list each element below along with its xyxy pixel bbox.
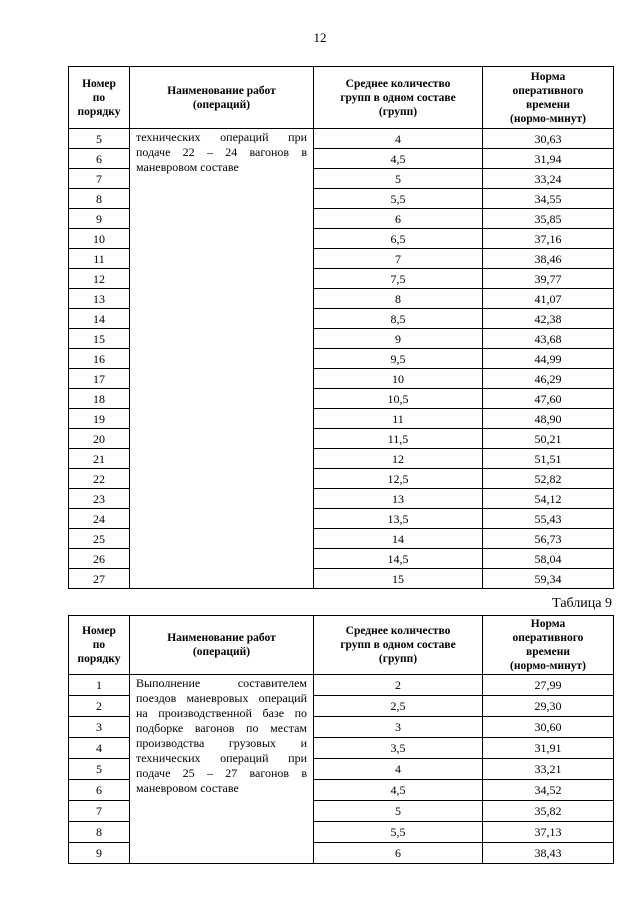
header-text: по bbox=[92, 91, 106, 104]
groups-value: 7 bbox=[314, 249, 483, 269]
header-text: времени bbox=[526, 98, 570, 111]
groups-value: 5,5 bbox=[314, 189, 483, 209]
row-number: 21 bbox=[69, 449, 130, 469]
header-norm bbox=[483, 616, 614, 675]
groups-value: 4 bbox=[314, 759, 483, 780]
norm-value: 44,99 bbox=[483, 349, 614, 369]
header-text: Среднее количество bbox=[345, 625, 451, 637]
norm-value: 30,60 bbox=[483, 717, 614, 738]
row-number: 3 bbox=[69, 717, 130, 738]
groups-value: 9,5 bbox=[314, 349, 483, 369]
header-text: (операций) bbox=[192, 98, 251, 111]
norm-value: 27,99 bbox=[483, 675, 614, 696]
norm-value: 50,21 bbox=[483, 429, 614, 449]
header-text: порядку bbox=[77, 105, 121, 118]
row-number: 8 bbox=[69, 189, 130, 209]
norm-value: 34,55 bbox=[483, 189, 614, 209]
row-number: 9 bbox=[69, 209, 130, 229]
row-number: 24 bbox=[69, 509, 130, 529]
groups-value: 5 bbox=[314, 169, 483, 189]
row-number: 5 bbox=[69, 129, 130, 149]
header-text: групп в одном составе bbox=[340, 639, 456, 651]
groups-value: 14 bbox=[314, 529, 483, 549]
groups-value: 4 bbox=[314, 129, 483, 149]
row-number: 20 bbox=[69, 429, 130, 449]
work-description: технических операций при подаче 22 – 24 вагонов в маневровом составе bbox=[130, 129, 314, 589]
row-number: 13 bbox=[69, 289, 130, 309]
header-text: групп в одном составе bbox=[340, 91, 456, 104]
table-row bbox=[69, 675, 614, 696]
norm-value: 46,29 bbox=[483, 369, 614, 389]
groups-value: 13,5 bbox=[314, 509, 483, 529]
norm-value: 29,30 bbox=[483, 696, 614, 717]
row-number: 7 bbox=[69, 169, 130, 189]
header-text: (групп) bbox=[378, 653, 418, 665]
groups-value: 5 bbox=[314, 801, 483, 822]
row-number: 6 bbox=[69, 780, 130, 801]
norm-value: 33,24 bbox=[483, 169, 614, 189]
norm-value: 43,68 bbox=[483, 329, 614, 349]
groups-value: 9 bbox=[314, 329, 483, 349]
header-text: по bbox=[92, 639, 106, 651]
row-number: 17 bbox=[69, 369, 130, 389]
norm-value: 37,16 bbox=[483, 229, 614, 249]
row-number: 10 bbox=[69, 229, 130, 249]
norm-value: 31,94 bbox=[483, 149, 614, 169]
table-caption: Таблица 9 bbox=[552, 596, 612, 611]
header-text: порядку bbox=[77, 653, 121, 665]
header-text: времени bbox=[526, 646, 570, 658]
norm-value: 52,82 bbox=[483, 469, 614, 489]
row-number: 19 bbox=[69, 409, 130, 429]
norm-value: 47,60 bbox=[483, 389, 614, 409]
row-number: 5 bbox=[69, 759, 130, 780]
groups-value: 7,5 bbox=[314, 269, 483, 289]
norm-value: 48,90 bbox=[483, 409, 614, 429]
row-number: 9 bbox=[69, 843, 130, 864]
row-number: 22 bbox=[69, 469, 130, 489]
row-number: 18 bbox=[69, 389, 130, 409]
header-text: Номер bbox=[82, 625, 116, 637]
header-text: Номер bbox=[82, 77, 116, 90]
norm-value: 35,82 bbox=[483, 801, 614, 822]
groups-value: 4,5 bbox=[314, 149, 483, 169]
header-number bbox=[69, 616, 130, 675]
header-work-name bbox=[130, 616, 314, 675]
groups-value: 2 bbox=[314, 675, 483, 696]
norm-value: 38,46 bbox=[483, 249, 614, 269]
row-number: 11 bbox=[69, 249, 130, 269]
norm-value: 56,73 bbox=[483, 529, 614, 549]
norm-value: 34,52 bbox=[483, 780, 614, 801]
groups-value: 12,5 bbox=[314, 469, 483, 489]
groups-value: 8,5 bbox=[314, 309, 483, 329]
norm-table-9 bbox=[68, 615, 614, 864]
row-number: 25 bbox=[69, 529, 130, 549]
groups-value: 11 bbox=[314, 409, 483, 429]
header-groups bbox=[314, 67, 483, 129]
norm-table-continued bbox=[68, 66, 614, 589]
row-number: 12 bbox=[69, 269, 130, 289]
groups-value: 11,5 bbox=[314, 429, 483, 449]
header-text: Норма bbox=[530, 618, 566, 630]
table-header-row bbox=[69, 67, 614, 129]
row-number: 7 bbox=[69, 801, 130, 822]
row-number: 6 bbox=[69, 149, 130, 169]
norm-value: 42,38 bbox=[483, 309, 614, 329]
norm-value: 55,43 bbox=[483, 509, 614, 529]
page-number: 12 bbox=[313, 30, 327, 45]
table-row bbox=[69, 129, 614, 149]
header-text: (операций) bbox=[192, 646, 251, 658]
header-text: оперативного bbox=[512, 632, 584, 644]
norm-value: 33,21 bbox=[483, 759, 614, 780]
row-number: 14 bbox=[69, 309, 130, 329]
table-header-row bbox=[69, 616, 614, 675]
groups-value: 6 bbox=[314, 209, 483, 229]
row-number: 16 bbox=[69, 349, 130, 369]
norm-value: 31,91 bbox=[483, 738, 614, 759]
header-text: Норма bbox=[530, 70, 566, 83]
groups-value: 3,5 bbox=[314, 738, 483, 759]
header-work-name bbox=[130, 67, 314, 129]
groups-value: 10 bbox=[314, 369, 483, 389]
row-number: 23 bbox=[69, 489, 130, 509]
groups-value: 14,5 bbox=[314, 549, 483, 569]
groups-value: 2,5 bbox=[314, 696, 483, 717]
row-number: 15 bbox=[69, 329, 130, 349]
groups-value: 6 bbox=[314, 843, 483, 864]
row-number: 1 bbox=[69, 675, 130, 696]
header-norm bbox=[483, 67, 614, 129]
norm-value: 41,07 bbox=[483, 289, 614, 309]
norm-value: 35,85 bbox=[483, 209, 614, 229]
row-number: 2 bbox=[69, 696, 130, 717]
groups-value: 6,5 bbox=[314, 229, 483, 249]
groups-value: 3 bbox=[314, 717, 483, 738]
header-text: (групп) bbox=[378, 105, 418, 118]
row-number: 4 bbox=[69, 738, 130, 759]
row-number: 27 bbox=[69, 569, 130, 589]
header-text: Наименование работ bbox=[167, 632, 276, 644]
groups-value: 8 bbox=[314, 289, 483, 309]
header-text: Наименование работ bbox=[167, 84, 276, 97]
norm-value: 58,04 bbox=[483, 549, 614, 569]
groups-value: 4,5 bbox=[314, 780, 483, 801]
row-number: 8 bbox=[69, 822, 130, 843]
norm-value: 39,77 bbox=[483, 269, 614, 289]
header-text: Среднее количество bbox=[345, 77, 451, 90]
row-number: 26 bbox=[69, 549, 130, 569]
header-text: (нормо-минут) bbox=[509, 112, 586, 125]
work-description: Выполнение составителем поездов маневровых операций на производственной базе по подборке вагонов по местам производства грузовых и технических операций при подаче 25 – 27 вагонов в маневровом составе bbox=[130, 675, 314, 864]
norm-value: 59,34 bbox=[483, 569, 614, 589]
norm-value: 38,43 bbox=[483, 843, 614, 864]
header-text: (нормо-минут) bbox=[509, 660, 586, 672]
norm-value: 54,12 bbox=[483, 489, 614, 509]
header-number bbox=[69, 67, 130, 129]
header-groups bbox=[314, 616, 483, 675]
groups-value: 5,5 bbox=[314, 822, 483, 843]
groups-value: 15 bbox=[314, 569, 483, 589]
groups-value: 12 bbox=[314, 449, 483, 469]
groups-value: 10,5 bbox=[314, 389, 483, 409]
header-text: оперативного bbox=[512, 84, 584, 97]
norm-value: 37,13 bbox=[483, 822, 614, 843]
groups-value: 13 bbox=[314, 489, 483, 509]
norm-value: 30,63 bbox=[483, 129, 614, 149]
norm-value: 51,51 bbox=[483, 449, 614, 469]
